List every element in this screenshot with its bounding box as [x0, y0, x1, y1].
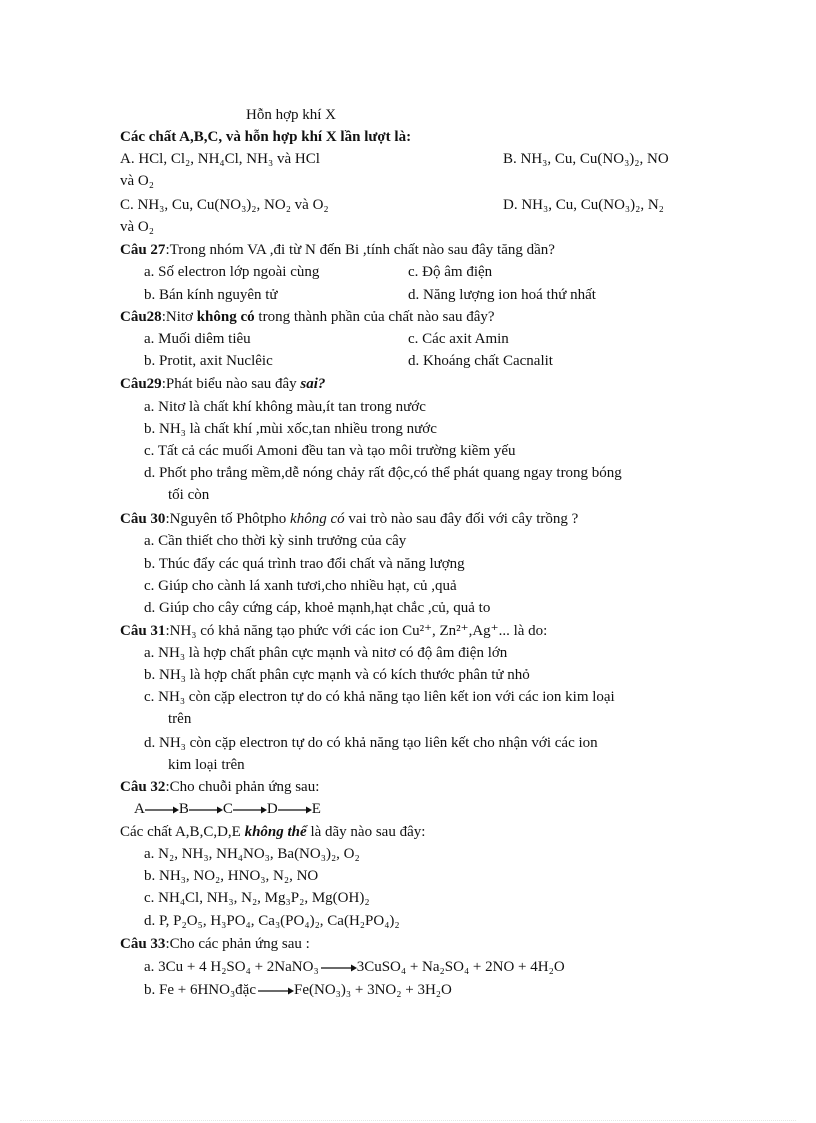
q28-option-d: d. Khoáng chất Cacnalit: [408, 353, 553, 369]
q28-text-pre: :Nitơ: [161, 309, 197, 325]
q31-question: [120, 620, 547, 642]
q28-emphasis: không có: [196, 309, 255, 325]
q26-option-c: C. NH₃, Cu, Cu(NO₃)₂, NO₂ và O₂: [120, 197, 329, 213]
page-bottom-rule: [20, 1120, 796, 1121]
q29-text-pre: :Phát biểu nào sau đây: [161, 376, 301, 392]
q32-label: Câu 32: [120, 779, 166, 795]
q30-emphasis: không có: [290, 511, 345, 527]
q27-option-c: c. Độ âm điện: [408, 264, 493, 280]
q30-option-a: a. Cần thiết cho thời kỳ sinh trưởng của cây: [144, 533, 407, 549]
q30-text-post: vai trò nào sau đây đối với cây trồng ?: [344, 511, 579, 527]
q28-question: [120, 306, 495, 328]
q27-label: Câu 27: [120, 242, 166, 258]
q28-option-c: c. Các axit Amin: [408, 331, 509, 347]
q32-text: :Cho chuỗi phản ứng sau:: [165, 779, 320, 795]
q31-option-a: a. NH₃ là hợp chất phân cực mạnh và nitơ có độ âm điện lớn: [144, 645, 508, 661]
q26-option-a: A. HCl, Cl₂, NH₄Cl, NH₃ và HCl: [120, 151, 320, 167]
q28-text-post: trong thành phần của chất nào sau đây?: [254, 309, 495, 325]
chain-node-d: D: [266, 801, 278, 817]
q33-option-a-products: 3CuSO₄ + Na₂SO₄ + 2NO + 4H₂O: [356, 959, 565, 975]
q28-option-b: b. Protit, axit Nuclêic: [144, 353, 273, 369]
q29-emphasis: sai?: [300, 376, 326, 392]
q28-label: Câu28: [120, 309, 162, 325]
arrow-icon: [278, 805, 312, 815]
chain-node-c: C: [222, 801, 233, 817]
q32-option-d: d. P, P₂O₅, H₃PO₄, Ca₃(PO₄)₂, Ca(H₂PO₄)₂: [144, 913, 400, 929]
q31-option-c-cont: trên: [168, 711, 192, 727]
q33-text: :Cho các phản ứng sau :: [165, 936, 310, 952]
arrow-icon: [145, 805, 179, 815]
q32-prompt: [120, 821, 425, 843]
q30-question: [120, 508, 578, 530]
arrow-icon: [319, 963, 357, 973]
q29-option-a: a. Nitơ là chất khí không màu,ít tan trong nước: [144, 399, 426, 415]
reaction-chain: [134, 798, 321, 820]
q27-text: :Trong nhóm VA ,đi từ N đến Bi ,tính chất nào sau đây tăng dần?: [165, 242, 555, 258]
arrow-icon: [189, 805, 223, 815]
q27-option-d: d. Năng lượng ion hoá thứ nhất: [408, 287, 596, 303]
q32-option-c: c. NH₄Cl, NH₃, N₂, Mg₃P₂, Mg(OH)₂: [144, 890, 370, 906]
q30-option-c: c. Giúp cho cành lá xanh tươi,cho nhiều hạt, củ ,quả: [144, 578, 457, 594]
q31-option-b: b. NH₃ là hợp chất phân cực mạnh và có kích thước phân tử nhỏ: [144, 667, 530, 683]
q31-label: Câu 31: [120, 623, 166, 639]
chain-node-b: B: [178, 801, 189, 817]
q30-option-b: b. Thúc đẩy các quá trình trao đổi chất và năng lượng: [144, 556, 465, 572]
q32-option-b: b. NH₃, NO₂, HNO₃, N₂, NO: [144, 868, 319, 884]
q32-prompt-post: là dãy nào sau đây:: [306, 824, 426, 840]
q33-option-b-products: Fe(NO₃)₃ + 3NO₂ + 3H₂O: [294, 982, 452, 998]
q33-question: [120, 933, 310, 955]
q32-question: [120, 776, 319, 798]
q26-option-b-cont: và O₂: [120, 173, 154, 189]
q31-option-d-cont: kim loại trên: [168, 757, 245, 773]
q28-option-a: a. Muối diêm tiêu: [144, 331, 251, 347]
q33-option-b-reactants: b. Fe + 6HNO₃đặc: [144, 982, 257, 998]
chain-node-a: A: [134, 801, 145, 817]
q26-option-d: D. NH₃, Cu, Cu(NO₃)₂, N₂: [503, 197, 664, 213]
q29-option-d: d. Phốt pho trắng mềm,dễ nóng chảy rất độc,có thể phát quang ngay trong bóng: [144, 465, 622, 481]
q32-emphasis: không thể: [244, 824, 307, 840]
q31-text: :NH₃ có khả năng tạo phức với các ion Cu²⁺, Zn²⁺,Ag⁺... là do:: [165, 623, 548, 639]
q32-option-a: a. N₂, NH₃, NH₄NO₃, Ba(NO₃)₂, O₂: [144, 846, 360, 862]
q31-option-c: c. NH₃ còn cặp electron tự do có khả năng tạo liên kết ion với các ion kim loại: [144, 689, 615, 705]
q33-label: Câu 33: [120, 936, 166, 952]
q27-question: [120, 239, 555, 261]
q27-option-b: b. Bán kính nguyên tử: [144, 287, 278, 303]
q29-option-d-cont: tối còn: [168, 487, 210, 503]
chain-node-e: E: [311, 801, 321, 817]
q26-prompt: Các chất A,B,C, và hỗn hợp khí X lần lượt là:: [120, 129, 412, 145]
q33-option-a: [144, 956, 565, 978]
q31-option-d: d. NH₃ còn cặp electron tự do có khả năng tạo liên kết cho nhận với các ion: [144, 735, 598, 751]
arrow-icon: [256, 986, 294, 996]
q30-option-d: d. Giúp cho cây cứng cáp, khoẻ mạnh,hạt chắc ,củ, quả to: [144, 600, 491, 616]
q32-prompt-pre: Các chất A,B,C,D,E: [120, 824, 245, 840]
mixture-label: Hỗn hợp khí X: [246, 107, 337, 123]
q26-option-d-cont: và O₂: [120, 219, 154, 235]
arrow-icon: [233, 805, 267, 815]
q26-option-b: B. NH₃, Cu, Cu(NO₃)₂, NO: [503, 151, 669, 167]
q29-label: Câu29: [120, 376, 162, 392]
q30-text-pre: :Nguyên tố Phôtpho: [165, 511, 291, 527]
q29-question: [120, 373, 325, 395]
q27-option-a: a. Số electron lớp ngoài cùng: [144, 264, 320, 280]
q29-option-c: c. Tất cả các muối Amoni đều tan và tạo môi trường kiềm yếu: [144, 443, 516, 459]
q29-option-b: b. NH₃ là chất khí ,mùi xốc,tan nhiều trong nước: [144, 421, 437, 437]
q33-option-a-reactants: a. 3Cu + 4 H₂SO₄ + 2NaNO₃: [144, 959, 319, 975]
q33-option-b: [144, 979, 452, 1001]
q30-label: Câu 30: [120, 511, 166, 527]
